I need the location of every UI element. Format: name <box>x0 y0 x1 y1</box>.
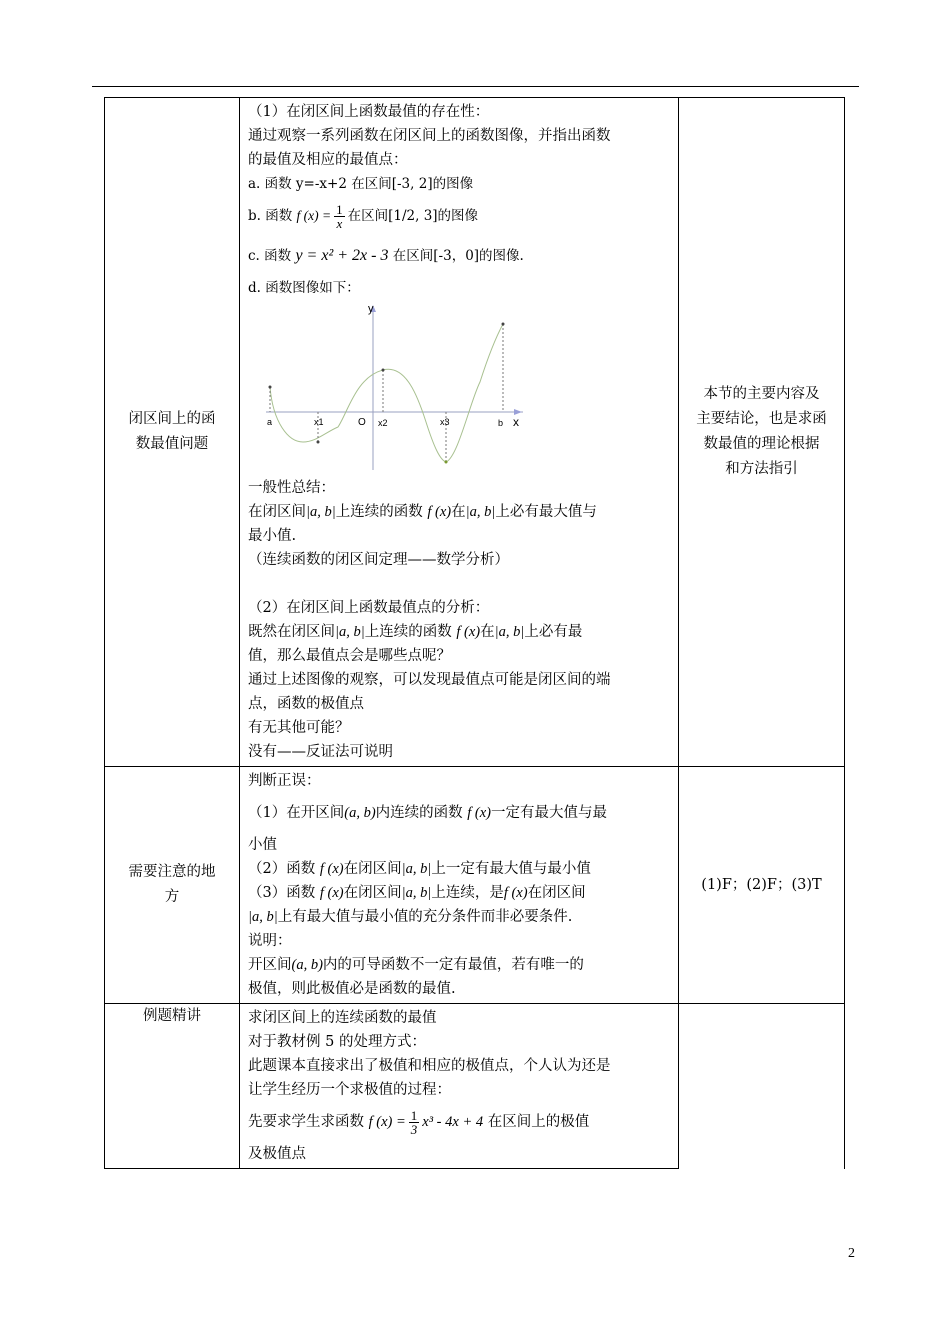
row2-label-line2: 方 <box>164 889 180 905</box>
intro-line2: 的最值及相应的最值点： <box>248 152 408 168</box>
row3-label: 例题精讲 <box>143 1008 201 1024</box>
label-x: x <box>513 415 519 429</box>
example-line5: 先要求学生求函数 f (x) = $\frac{1}{3}$ x³ - 4x + 4 在区间上的极值 <box>248 1107 590 1137</box>
row3-content-cell <box>240 1004 679 1169</box>
row2-label-line1: 需要注意的地 <box>128 864 216 880</box>
row2-label-cell <box>105 767 240 1004</box>
example-line6: 及极值点 <box>248 1146 306 1162</box>
row2-content-cell <box>240 767 679 1004</box>
row1-note-line2: 主要结论，也是求函 <box>696 411 827 427</box>
sec1-title: （1）在闭区间上函数最值的存在性： <box>248 104 490 120</box>
judge-note-line1: 开区间(a, b)内的可导函数不一定有最值，若有唯一的 <box>248 957 584 973</box>
label-x2: x2 <box>378 418 388 428</box>
judge-note-line2: 极值，则此极值必是函数的最值. <box>248 981 456 997</box>
row1-note-cell <box>679 98 845 767</box>
general-title: 一般性总结： <box>248 480 335 496</box>
row1-note-line4: 和方法指引 <box>725 461 798 477</box>
judge-q2: （2）函数 f (x)在闭区间|a, b|上一定有最大值与最小值 <box>248 861 591 877</box>
sec2-line2: 值，那么最值点会是哪些点呢？ <box>248 648 451 664</box>
answer-key: (1)F；(2)F；(3)T <box>701 876 822 893</box>
sec2-line6: 没有——反证法可说明 <box>248 744 393 760</box>
sec2-line3: 通过上述图像的观察，可以发现最值点可能是闭区间的端 <box>248 672 611 688</box>
sec2-line5: 有无其他可能？ <box>248 720 350 736</box>
intro-line1: 通过观察一系列函数在闭区间上的函数图像，并指出函数 <box>248 128 611 144</box>
row2-note-cell <box>679 767 845 1004</box>
judge-q1: （1）在开区间(a, b)内连续的函数 f (x)一定有最大值与最 <box>248 805 608 821</box>
sec2-line1: 既然在闭区间|a, b|上连续的函数 f (x)在|a, b|上必有最 <box>248 624 583 640</box>
label-x3: x3 <box>440 417 450 427</box>
judge-q1-cont: 小值 <box>248 837 277 853</box>
row3-label-cell <box>105 1004 240 1169</box>
table-row <box>105 98 845 767</box>
item-c: c. 函数 y = x² + 2x - 3 在区间[-3，0]的图像. <box>248 247 524 264</box>
example-line4: 让学生经历一个求极值的过程： <box>248 1082 451 1098</box>
header-rule <box>92 86 859 87</box>
row1-label-line2: 数最值问题 <box>135 436 209 452</box>
row1-label <box>105 407 239 457</box>
judge-q3: （3）函数 f (x)在闭区间|a, b|上连续，是f (x)在闭区间 <box>248 885 586 901</box>
function-graph <box>248 302 533 472</box>
item-d: d. 函数图像如下： <box>248 280 360 296</box>
point-b <box>502 323 505 326</box>
point-x1 <box>317 441 320 444</box>
point-a <box>269 386 272 389</box>
label-a: a <box>267 417 273 427</box>
example-line1: 求闭区间上的连续函数的最值 <box>248 1010 437 1026</box>
example-line3: 此题课本直接求出了极值和相应的极值点，个人认为还是 <box>248 1058 611 1074</box>
point-x2 <box>382 369 385 372</box>
example-line2: 对于教材例 5 的处理方式： <box>248 1034 426 1050</box>
table-row <box>105 1004 845 1169</box>
label-o: O <box>358 417 366 428</box>
general-line1: 在闭区间|a, b|上连续的函数 f (x)在|a, b|上必有最大值与 <box>248 504 597 520</box>
table-row <box>105 767 845 1004</box>
general-line2: 最小值. <box>248 528 297 544</box>
function-curve <box>270 324 503 462</box>
judge-note-title: 说明： <box>248 933 292 949</box>
theorem-note: （连续函数的闭区间定理——数学分析） <box>248 552 509 568</box>
judge-title: 判断正误： <box>248 773 321 789</box>
sec2-line4: 点，函数的极值点 <box>248 696 364 712</box>
label-y: y <box>368 303 374 315</box>
sec2-title: （2）在闭区间上函数最值点的分析： <box>248 600 490 616</box>
label-b: b <box>498 418 504 428</box>
row1-label-line1: 闭区间上的函 <box>128 411 216 427</box>
point-x3 <box>445 461 448 464</box>
row1-note-line1: 本节的主要内容及 <box>703 386 820 402</box>
label-x1: x1 <box>314 417 324 427</box>
row3-note-cell <box>679 1004 845 1169</box>
row1-content-cell <box>240 98 679 767</box>
item-a: a. 函数 y=-x+2 在区间[-3, 2]的图像 <box>248 176 474 192</box>
judge-q3-cont: |a, b|上有最大值与最小值的充分条件而非必要条件. <box>248 909 573 925</box>
lesson-table <box>104 97 845 1169</box>
item-b: b. 函数 f (x) = $\frac{1}{x}$ 在区间[1/2, 3]的图像 <box>248 202 479 231</box>
row1-label-cell <box>105 98 240 767</box>
row1-note-line3: 数最值的理论根据 <box>703 436 820 452</box>
page-number: 2 <box>848 1246 855 1261</box>
